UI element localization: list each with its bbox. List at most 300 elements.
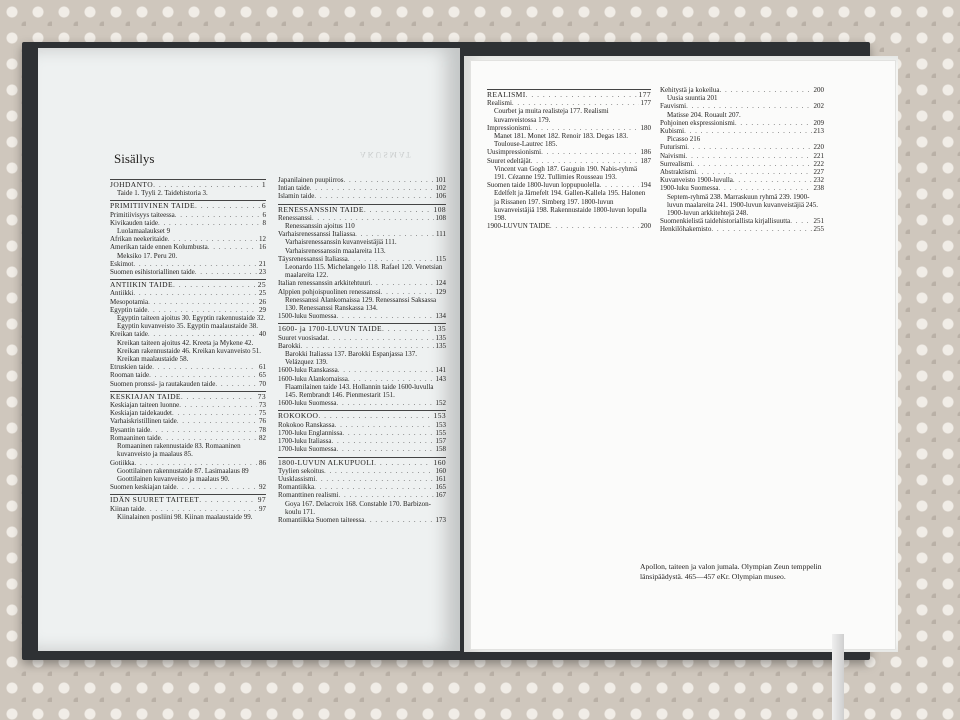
dot-leader <box>364 516 433 524</box>
dot-leader <box>314 192 433 200</box>
toc-section-heading <box>110 494 266 504</box>
toc-entry <box>278 399 446 407</box>
toc-entry-title: 1600-luku Suomessa <box>278 399 337 408</box>
toc-page-number: 78 <box>259 425 266 434</box>
toc-entry-title: Suuret edeltäjät <box>487 156 531 165</box>
dot-leader <box>301 342 434 350</box>
toc-entry <box>278 255 446 263</box>
toc-entry-title: Egyptin taide <box>110 305 148 314</box>
toc-entry <box>278 366 446 374</box>
dot-leader <box>181 393 256 401</box>
toc-entry-title: IDÄN SUURET TAITEET <box>110 495 200 505</box>
toc-entry-title: 1600- ja 1700-LUVUN TAIDE <box>278 324 383 334</box>
toc-entry-title: Kiinan taide <box>110 504 145 513</box>
toc-entry-title: 1600-luku Ranskassa <box>278 366 338 375</box>
toc-entry <box>110 260 266 268</box>
toc-page-number: 187 <box>640 156 651 165</box>
toc-entry <box>110 401 266 409</box>
toc-entry-title: Gotiikka <box>110 458 135 467</box>
toc-entry <box>110 289 266 297</box>
toc-page-number: 200 <box>813 86 824 94</box>
toc-page-number: 92 <box>259 483 266 492</box>
toc-entry <box>660 168 824 176</box>
show-through-text: AKUSMAT <box>360 150 413 159</box>
toc-entry <box>660 152 824 160</box>
dot-leader <box>541 148 638 156</box>
dot-leader <box>364 206 432 214</box>
toc-page-number: 143 <box>435 374 446 383</box>
toc-page-number: 6 <box>262 210 266 219</box>
toc-entry-title: Varhaisrenessanssi Italiassa <box>278 230 356 239</box>
toc-page-number: 165 <box>435 483 446 492</box>
toc-subentry: Renessanssi Alankomaissa 129. Renessanssi Saksassa 130. Renessanssi Ranskassa 134. <box>285 295 437 313</box>
toc-entry-title: JOHDANTO <box>110 180 154 189</box>
toc-page-number: 227 <box>813 168 824 177</box>
toc-entry <box>110 298 266 306</box>
dot-leader <box>199 496 255 504</box>
dot-leader <box>215 380 257 388</box>
toc-subentry: Renessanssin ajoitus 110 <box>285 222 355 231</box>
toc-entry <box>660 143 824 151</box>
toc-subentry: Leonardo 115. Michelangelo 118. Rafael 120. Venetsian maalareita 122. <box>285 263 443 280</box>
toc-entry <box>110 426 266 434</box>
toc-subentry: Goottilainen rakennustaide 87. Lasimaalaus 89 Goottilainen kuvanveisto ja maalaus 90. <box>117 466 249 483</box>
toc-entry-title: Barokki <box>278 341 301 350</box>
dot-leader <box>331 437 433 445</box>
toc-entry-title: RENESSANSSIN TAIDE <box>278 204 364 214</box>
toc-entry <box>278 445 446 453</box>
dot-leader <box>158 219 260 227</box>
toc-page-number: 124 <box>435 279 446 288</box>
toc-entry-title: Romanttinen realismi <box>278 491 339 500</box>
toc-entry-title: Alppien pohjoispuolinen renessanssi <box>278 287 381 296</box>
dot-leader <box>530 124 638 132</box>
toc-page-number: 73 <box>257 391 266 401</box>
toc-entry-title: KESKIAJAN TAIDE <box>110 391 181 401</box>
toc-entry <box>660 184 824 192</box>
dot-leader <box>684 127 811 135</box>
dot-leader <box>208 243 257 251</box>
toc-page-number: 255 <box>813 225 824 234</box>
toc-entry <box>487 222 651 230</box>
dot-leader <box>348 375 434 383</box>
toc-entry <box>278 475 446 483</box>
toc-entry <box>278 491 446 499</box>
dot-leader <box>337 399 434 407</box>
toc-entry <box>110 268 266 276</box>
toc-page-number: 232 <box>813 176 824 185</box>
toc-entry-title: Abstraktismi <box>660 168 697 177</box>
toc-entry <box>278 421 446 429</box>
toc-entry-title: Renessanssi <box>278 213 312 222</box>
dot-leader <box>686 102 811 110</box>
toc-page-number: 177 <box>638 90 651 99</box>
dot-leader <box>135 459 258 467</box>
dot-leader <box>337 312 434 320</box>
toc-entry-title: Amerikan taide ennen Kolumbusta <box>110 243 208 252</box>
toc-subentry: Barokki Italiassa 137. Barokki Espanjassa 137. Velázquez 139. <box>285 350 418 367</box>
toc-page-number: 75 <box>259 409 266 418</box>
toc-entry-title: PRIMITIIVINEN TAIDE <box>110 201 195 211</box>
toc-page-number: 97 <box>259 504 266 513</box>
toc-entry-title: REALISMI <box>487 90 526 99</box>
toc-page-number: 12 <box>259 235 266 244</box>
toc-entry <box>278 214 446 222</box>
toc-entry-title: Uusimpressionismi <box>487 148 542 157</box>
dot-leader <box>550 222 639 230</box>
toc-entry-title: Afrikan neekeritaide <box>110 235 168 244</box>
toc-entry <box>660 119 824 127</box>
dot-leader <box>526 91 637 99</box>
toc-page-number: 167 <box>435 491 446 500</box>
toc-entry-title: Surrealismi <box>660 159 693 168</box>
dot-leader <box>686 152 812 160</box>
toc-entry <box>278 192 446 200</box>
toc-entry <box>110 409 266 417</box>
toc-entry-title: Islamin taide <box>278 192 315 201</box>
toc-entry <box>278 342 446 350</box>
toc-entry <box>278 429 446 437</box>
toc-entry <box>278 516 446 524</box>
toc-entry <box>110 330 266 338</box>
toc-entry <box>110 459 266 467</box>
toc-entry-title: Realismi <box>487 99 512 108</box>
toc-entry <box>278 375 446 383</box>
dot-leader <box>176 483 257 491</box>
dot-leader <box>133 260 257 268</box>
toc-subentry: Septem-ryhmä 238. Marraskuun ryhmä 239. 1900-luvun maalareita 241. 1900-luvun kuvanveistäjiä 245. 1900-luvun arkkitehtejä 248. <box>667 192 819 218</box>
toc-page-number: 40 <box>259 330 266 339</box>
dot-leader <box>790 217 811 225</box>
toc-entry-title: Keskiajan taiteen luonne <box>110 401 180 410</box>
toc-page-number: 221 <box>813 151 824 160</box>
toc-page-number: 76 <box>259 417 266 426</box>
dot-leader <box>153 181 260 189</box>
toc-entry-title: Intian taide <box>278 184 310 193</box>
toc-page-number: 129 <box>435 287 446 296</box>
toc-page-number: 222 <box>813 159 824 168</box>
toc-entry-title: Naivismi <box>660 151 686 160</box>
toc-entry <box>660 127 824 135</box>
toc-entry <box>660 217 824 225</box>
toc-entry-title: Fauvismi <box>660 102 687 111</box>
toc-page-number: 155 <box>435 428 446 437</box>
toc-page-number: 200 <box>640 222 651 231</box>
toc-page-number: 177 <box>640 99 651 108</box>
toc-entry <box>278 279 446 287</box>
toc-page-number: 157 <box>435 437 446 446</box>
toc-page-number: 209 <box>813 118 824 127</box>
toc-page-number: 25 <box>259 289 266 298</box>
dot-leader <box>735 119 812 127</box>
toc-page-number: 135 <box>433 324 446 334</box>
toc-subentry: Courbet ja muita realisteja 177. Realismi kuvanveistossa 179. <box>494 107 609 124</box>
toc-entry-title: 1700-luku Englannissa <box>278 428 343 437</box>
toc-section-heading <box>278 323 446 333</box>
toc-entry-title: Varhaiskristillinen taide <box>110 417 177 426</box>
toc-entry-title: Italian renessanssin arkkitehtuuri <box>278 279 371 288</box>
toc-section-heading <box>110 391 266 401</box>
toc-entry <box>110 483 266 491</box>
toc-section-heading <box>487 89 651 99</box>
dot-leader <box>531 157 639 165</box>
toc-page-number: 238 <box>813 184 824 193</box>
dot-leader <box>371 279 434 287</box>
dot-leader <box>150 426 257 434</box>
toc-page-number: 160 <box>435 466 446 475</box>
toc-entry-title: Romantiikka <box>278 483 315 492</box>
toc-entry <box>110 219 266 227</box>
toc-section-heading <box>110 200 266 210</box>
toc-entry <box>660 225 824 233</box>
toc-page-number: 213 <box>813 127 824 136</box>
toc-page-number: 8 <box>262 218 266 227</box>
toc-entry-title: Suuret vuosisadat <box>278 333 328 342</box>
toc-section-heading <box>278 410 446 420</box>
toc-page-number: 111 <box>436 230 446 239</box>
toc-entry <box>278 230 446 238</box>
toc-entry <box>110 417 266 425</box>
dot-leader <box>177 417 257 425</box>
toc-subentry: Meksiko 17. Peru 20. <box>117 251 178 260</box>
dot-leader <box>374 459 431 467</box>
page-title: Sisällys <box>114 151 155 166</box>
dot-leader <box>338 491 433 499</box>
toc-page-number: 161 <box>435 474 446 483</box>
dot-leader <box>133 289 257 297</box>
dot-leader <box>344 176 434 184</box>
toc-entry <box>278 483 446 491</box>
toc-page-number: 194 <box>640 181 651 190</box>
toc-page-number: 158 <box>435 445 446 454</box>
image-caption: Apollon, taiteen ja valon jumala. Olympian Zeun temppelin länsipäädystä. 465—457 eKr. Olympian museo. <box>640 562 822 581</box>
toc-page-number: 1 <box>261 180 266 189</box>
toc-entry <box>660 86 824 94</box>
toc-page-number: 115 <box>435 254 446 263</box>
toc-entry <box>110 505 266 513</box>
toc-entry <box>660 176 824 184</box>
toc-entry-title: Suomen keskiajan taide <box>110 483 177 492</box>
toc-entry-title: Romaaninen taide <box>110 433 161 442</box>
dot-leader <box>172 409 257 417</box>
dot-leader <box>337 445 434 453</box>
toc-entry-title: Antiikki <box>110 289 134 298</box>
dot-leader <box>381 288 434 296</box>
toc-page-number: 65 <box>259 371 266 380</box>
dot-leader <box>324 467 434 475</box>
dot-leader <box>687 143 811 151</box>
toc-entry <box>278 288 446 296</box>
toc-entry-title: Kehitystä ja kokeilua <box>660 86 720 94</box>
toc-page-number: 134 <box>435 312 446 321</box>
dot-leader <box>152 363 257 371</box>
dot-leader <box>692 160 811 168</box>
toc-entry-title: Pohjoinen ekspressionismi <box>660 118 735 127</box>
toc-subentry: Goya 167. Delacroix 168. Constable 170. Barbizon-koulu 171. <box>285 499 431 516</box>
toc-entry <box>487 99 651 107</box>
dot-leader <box>512 99 639 107</box>
dot-leader <box>600 181 639 189</box>
toc-subentry: Kreikan taiteen ajoitus 42. Kreeta ja Mykene 42. Kreikan rakennustaide 46. Kreikan kuvanveisto 51. Kreikan maalaustaide 58. <box>117 338 262 364</box>
toc-subentry: Egyptin taiteen ajoitus 30. Egyptin rakennustaide 32. Egyptin kuvanveisto 35. Egyptin maalaustaide 38. <box>117 314 266 331</box>
toc-entry-title: Suomenkielistä taidehistoriallista kirjallisuutta <box>660 217 791 226</box>
toc-page-number: 160 <box>433 457 446 467</box>
toc-page-number: 97 <box>257 495 266 505</box>
toc-entry-title: 1500-luku Suomessa <box>278 312 337 321</box>
dot-leader <box>179 401 257 409</box>
toc-entry <box>278 437 446 445</box>
toc-subentry: Manet 181. Monet 182. Renoir 183. Degas 183. Toulouse-Lautrec 185. <box>494 132 628 149</box>
toc-entry-title: Eskimot <box>110 259 134 268</box>
dot-leader <box>315 475 433 483</box>
toc-entry-title: Rokokoo Ranskassa <box>278 420 335 429</box>
toc-entry <box>110 243 266 251</box>
toc-subentry: Romaaninen rakennustaide 83. Romaaninen kuvanveisto ja maalaus 85. <box>117 442 241 459</box>
toc-page-number: 202 <box>813 102 824 111</box>
toc-subentry: Edelfelt ja Järnefelt 194. Gallen-Kallela 195. Halonen ja Rissanen 197. Simberg 197. 1800-luvun kuvanveistäjiä 198. Rakennustaide 1800-luvun lopulla 198. <box>494 189 647 223</box>
toc-subentry: Taide 1. Tyyli 2. Taidehistoria 3. <box>117 189 208 198</box>
dot-leader <box>711 225 811 233</box>
toc-entry-title: Suomen taide 1800-luvun loppupuolella <box>487 181 600 190</box>
toc-column-3 <box>487 86 651 230</box>
toc-entry-title: 1700-luku Suomessa <box>278 445 337 454</box>
toc-entry-title: Bysantin taide <box>110 425 151 434</box>
toc-page-number: 73 <box>259 401 266 410</box>
toc-entry-title: Romantiikka Suomen taiteessa <box>278 515 365 524</box>
dot-leader <box>312 214 434 222</box>
toc-page-number: 82 <box>259 433 266 442</box>
toc-page-number: 26 <box>259 297 266 306</box>
dot-leader <box>696 168 811 176</box>
toc-subentry: Flaamilainen taide 143. Hollannin taide 1600-luvulla 145. Rembrandt 146. Pienmestarit 151. <box>285 382 434 400</box>
toc-page-number: 180 <box>640 123 651 132</box>
toc-section-heading <box>110 179 266 189</box>
toc-page-number: 135 <box>435 333 446 342</box>
toc-section-heading <box>110 279 266 289</box>
dot-leader <box>161 434 257 442</box>
toc-entry <box>487 157 651 165</box>
toc-page-number: 153 <box>435 420 446 429</box>
bookmark-ribbon <box>832 634 844 720</box>
toc-page-number: 152 <box>435 399 446 408</box>
dot-leader <box>382 325 432 333</box>
toc-subentry: Luolamaalaukset 9 <box>117 227 171 236</box>
toc-entry <box>278 176 446 184</box>
toc-section-heading <box>278 204 446 214</box>
dot-leader <box>314 483 433 491</box>
dot-leader <box>348 255 434 263</box>
toc-page-number: 16 <box>259 243 266 252</box>
dot-leader <box>173 281 256 289</box>
toc-entry-title: Primitiivisyys taiteessa <box>110 210 175 219</box>
toc-page-number: 141 <box>435 366 446 375</box>
dot-leader <box>318 412 431 420</box>
toc-page-number: 251 <box>813 217 824 226</box>
toc-entry <box>110 363 266 371</box>
toc-entry-title: Uusklassismi <box>278 474 316 483</box>
toc-entry-title: Mesopotamia <box>110 297 149 306</box>
dot-leader <box>719 184 812 192</box>
toc-entry-title: Japanilainen puupiirros <box>278 176 344 184</box>
toc-entry-title: Henkilöhakemisto <box>660 225 712 234</box>
toc-entry-title: Täysrenessanssi Italiassa <box>278 254 348 263</box>
toc-page-number: 21 <box>259 259 266 268</box>
toc-entry-title: Suomen pronssi- ja rautakauden taide <box>110 379 216 388</box>
toc-page-number: 29 <box>259 305 266 314</box>
dot-leader <box>338 366 434 374</box>
toc-subentry: Kiinalainen posliini 98. Kiinan maalaustaide 99. <box>117 512 253 521</box>
toc-section-heading <box>278 457 446 467</box>
dot-leader <box>175 211 261 219</box>
toc-entry-title: Kuvanveisto 1900-luvulla <box>660 176 733 185</box>
toc-entry <box>278 334 446 342</box>
toc-page-number: 70 <box>259 379 266 388</box>
toc-entry <box>278 467 446 475</box>
toc-page-number: 86 <box>259 458 266 467</box>
dot-leader <box>195 268 257 276</box>
dot-leader <box>149 371 257 379</box>
toc-entry <box>660 160 824 168</box>
toc-entry-title: ROKOKOO <box>278 411 319 421</box>
dot-leader <box>342 429 433 437</box>
toc-page-number: 186 <box>640 148 651 157</box>
toc-column-4 <box>660 86 824 234</box>
toc-page-number: 153 <box>433 411 446 421</box>
toc-entry-title: Kreikan taide <box>110 330 148 339</box>
toc-entry <box>110 306 266 314</box>
dot-leader <box>148 330 257 338</box>
toc-entry-title: Keskiajan taidekaudet <box>110 409 173 418</box>
toc-entry-title: Kubismi <box>660 127 685 136</box>
toc-entry <box>487 124 651 132</box>
dot-leader <box>310 184 434 192</box>
toc-column-1 <box>110 176 266 521</box>
toc-entry-title: ANTIIKIN TAIDE <box>110 280 173 290</box>
toc-page-number: 108 <box>435 213 446 222</box>
toc-entry <box>278 312 446 320</box>
toc-page-number: 135 <box>435 341 446 350</box>
dot-leader <box>355 230 434 238</box>
dot-leader <box>733 176 812 184</box>
toc-entry <box>660 102 824 110</box>
toc-entry-title: Etruskien taide <box>110 363 153 372</box>
toc-entry <box>278 184 446 192</box>
toc-subentry: Matisse 204. Rouault 207. <box>667 110 741 119</box>
toc-page-number: 102 <box>435 184 446 193</box>
dot-leader <box>195 202 260 210</box>
dot-leader <box>328 334 434 342</box>
dot-leader <box>144 505 257 513</box>
toc-page-number: 61 <box>259 363 266 372</box>
toc-page-number: 6 <box>261 201 266 211</box>
toc-subentry: Vincent van Gogh 187. Gauguin 190. Nabis-ryhmä 191. Cézanne 192. Tullimies Rousseau 193. <box>494 164 638 182</box>
toc-page-number: 108 <box>433 204 446 214</box>
dot-leader <box>719 86 811 94</box>
dot-leader <box>168 235 257 243</box>
toc-page-number: 173 <box>435 515 446 524</box>
toc-entry-title: Rooman taide <box>110 371 150 380</box>
toc-entry-title: 1900-LUVUN TAIDE <box>487 222 550 231</box>
dot-leader <box>148 298 257 306</box>
toc-subentry: Picasso 216 <box>667 135 701 144</box>
toc-entry <box>110 211 266 219</box>
toc-entry <box>110 380 266 388</box>
toc-entry <box>487 181 651 189</box>
toc-column-2 <box>278 176 446 524</box>
toc-entry-title: Tyylien sekoitus <box>278 466 324 475</box>
toc-entry <box>110 434 266 442</box>
toc-page-number: 25 <box>257 280 266 290</box>
